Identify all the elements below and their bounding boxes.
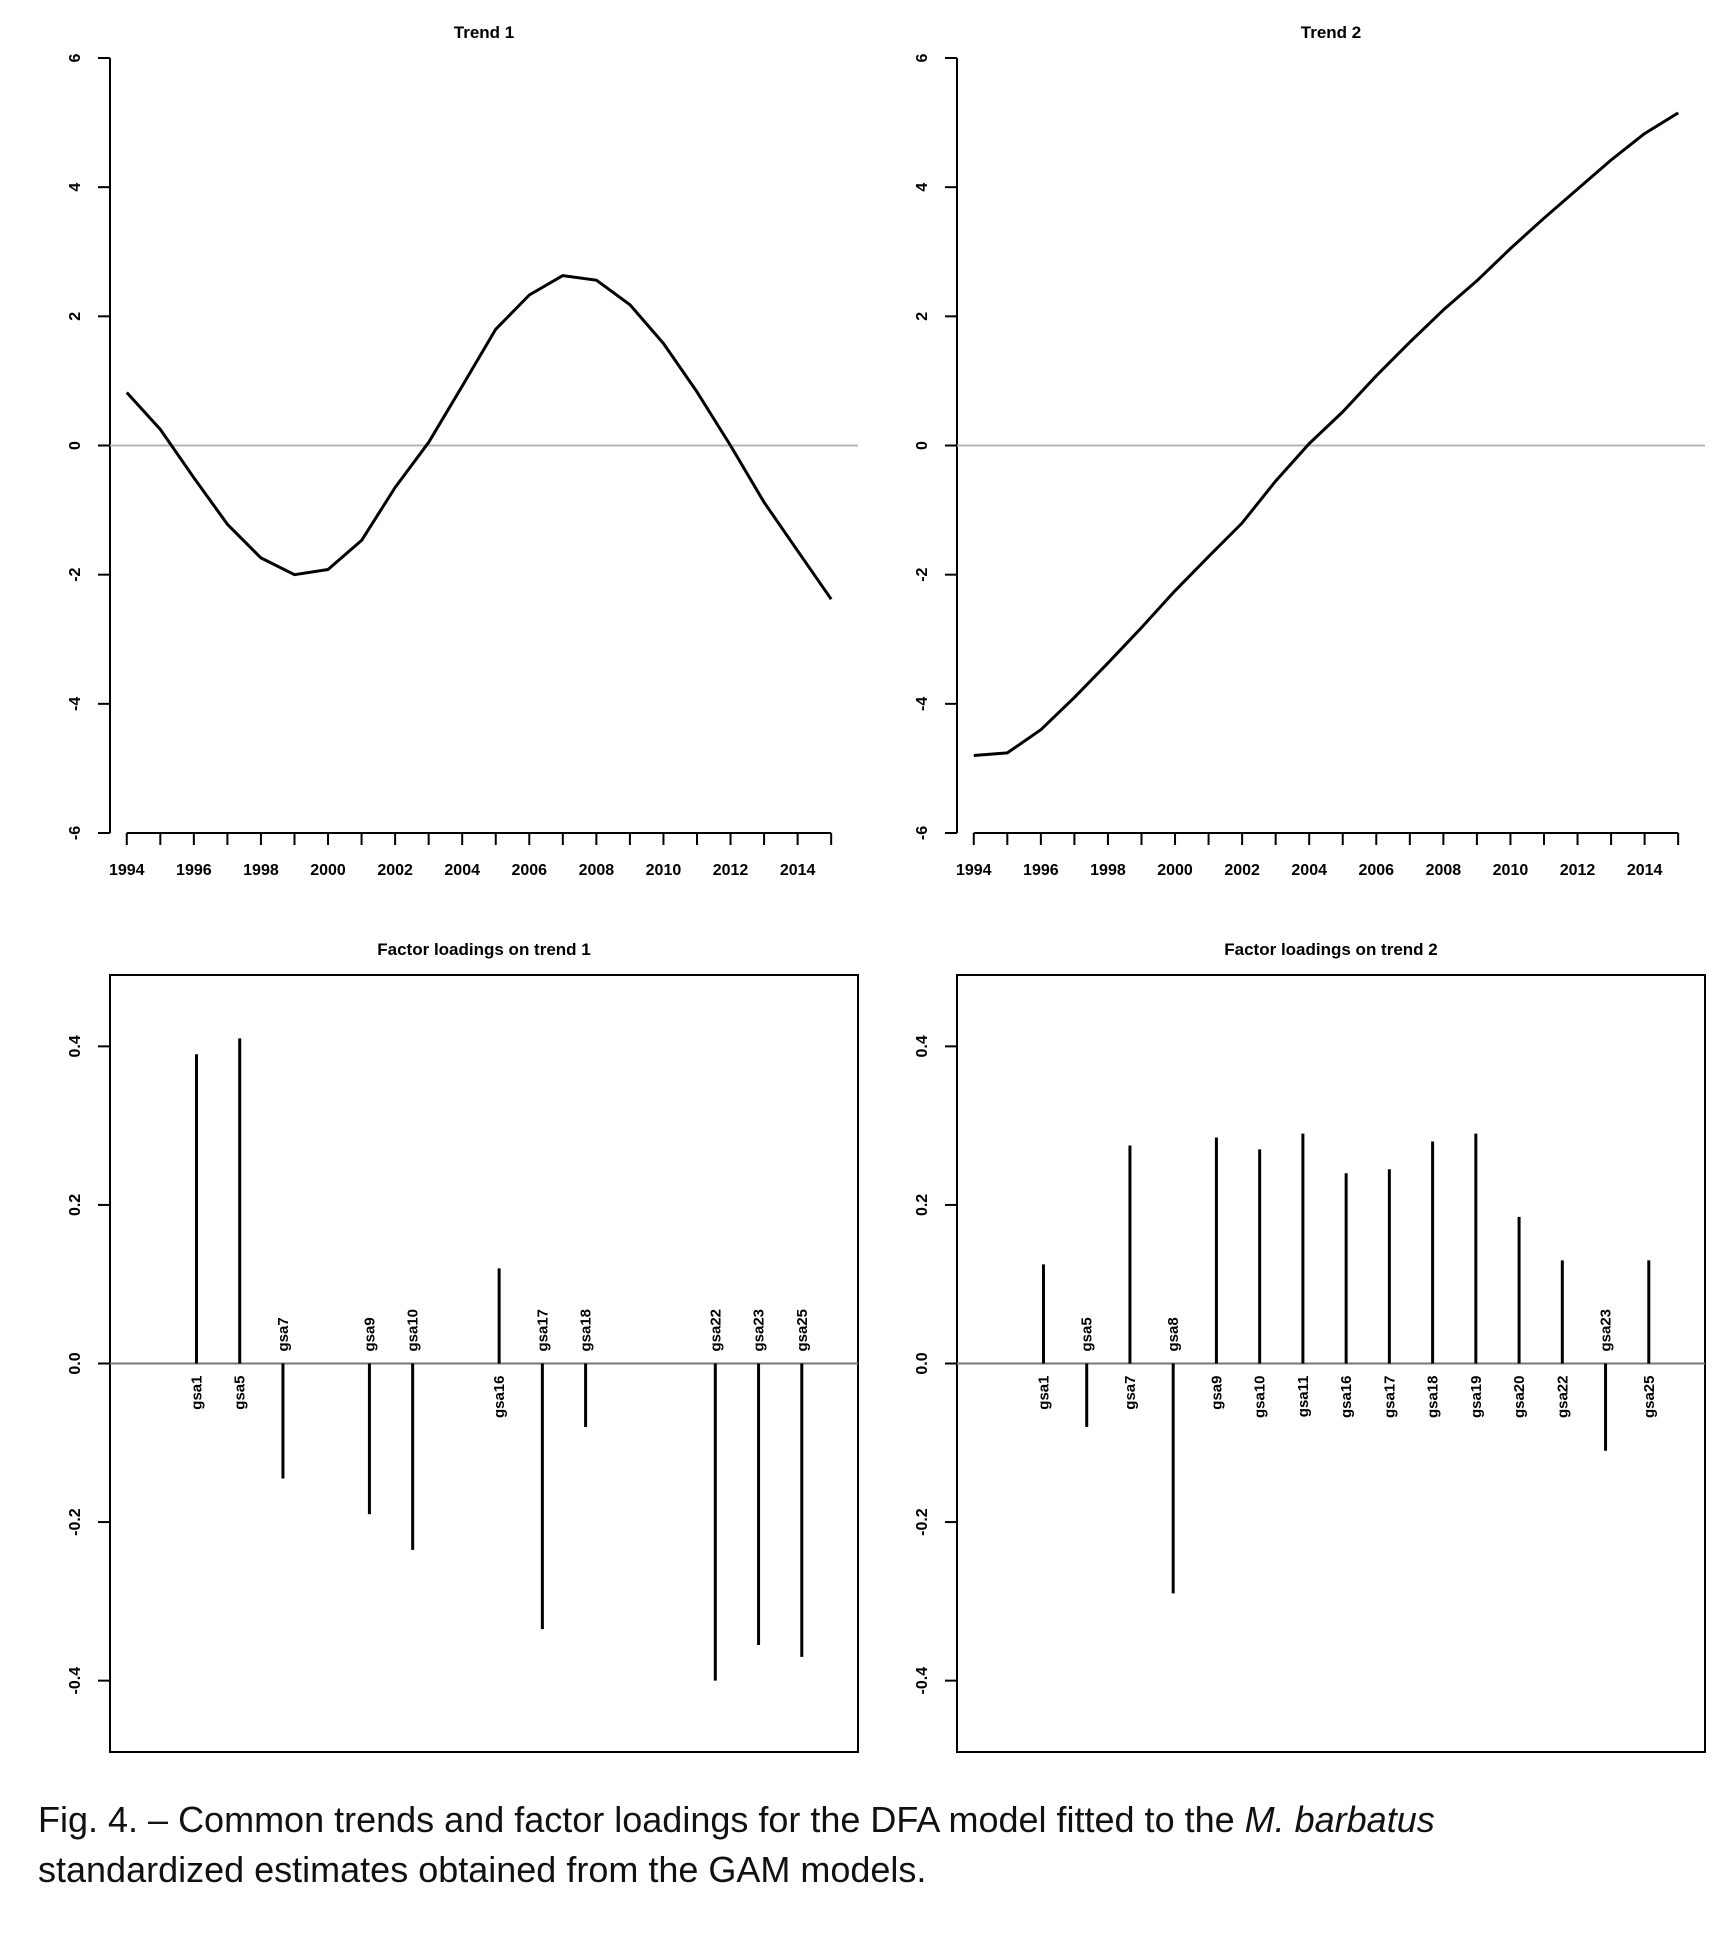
loading-label: gsa18 [577,1308,595,1352]
y-tick-label: -6 [67,825,84,841]
x-tick-label: 2012 [712,862,749,879]
loading-label: gsa17 [534,1308,552,1352]
loading-label: gsa20 [1511,1375,1529,1419]
x-tick-label: 2008 [1425,862,1462,879]
x-tick-label: 2004 [1291,862,1327,879]
loading-label: gsa1 [188,1375,206,1410]
trend-1-panel [67,23,858,879]
x-tick-label: 1994 [108,862,145,879]
y-tick-label: 0.0 [67,1352,84,1375]
loading-label: gsa9 [361,1317,379,1352]
y-tick-label: 6 [914,53,931,63]
x-tick-label: 1998 [243,862,279,879]
loading-label: gsa11 [1294,1375,1312,1418]
x-tick-label: 2006 [511,862,548,879]
loadings-trend-1-panel [67,940,858,1752]
y-tick-label: 0.4 [914,1035,931,1058]
y-tick-label: 0.2 [67,1193,84,1217]
loading-label: gsa23 [750,1308,768,1352]
x-tick-label: 2004 [444,862,480,879]
loading-label: gsa10 [404,1308,422,1352]
x-tick-label: 2010 [1492,862,1529,879]
y-tick-label: 4 [67,182,84,192]
loading-label: gsa1 [1035,1375,1053,1410]
caption-prefix: Fig. 4. – Common trends and factor loadings for the DFA model fitted to the [38,1799,1245,1840]
caption-species: M. barbatus [1244,1799,1435,1840]
loading-label: gsa25 [793,1308,811,1352]
chart-title: Factor loadings on trend 1 [377,940,591,959]
y-tick-label: 6 [67,53,84,63]
loading-label: gsa22 [1554,1375,1572,1419]
chart-title: Factor loadings on trend 2 [1224,940,1438,959]
loading-label: gsa19 [1467,1375,1485,1419]
loading-label: gsa22 [707,1308,725,1352]
y-tick-label: -2 [914,567,931,582]
trend-line [974,113,1678,756]
x-tick-label: 1998 [1090,862,1126,879]
loading-label: gsa7 [274,1317,292,1352]
caption-line2: standardized estimates obtained from the GAM models. [38,1849,927,1890]
y-tick-label: 2 [914,311,931,321]
y-tick-label: -0.4 [914,1666,931,1695]
x-tick-label: 2014 [1626,862,1663,879]
loading-label: gsa23 [1597,1308,1615,1352]
trend-line [127,276,831,600]
x-tick-label: 2014 [779,862,816,879]
loading-label: gsa18 [1424,1375,1442,1419]
y-tick-label: -0.4 [67,1666,84,1695]
x-tick-label: 2006 [1358,862,1395,879]
x-tick-label: 1994 [955,862,992,879]
y-tick-label: 0 [914,441,931,450]
x-tick-label: 2010 [645,862,682,879]
y-tick-label: -6 [914,825,931,841]
loading-label: gsa9 [1208,1375,1226,1410]
loading-label: gsa16 [491,1375,509,1419]
loading-label: gsa16 [1338,1375,1356,1419]
y-tick-label: 2 [67,311,84,321]
loadings-trend-2-panel [914,940,1705,1752]
x-tick-label: 2012 [1559,862,1596,879]
loading-label: gsa8 [1165,1317,1183,1352]
y-tick-label: 4 [914,182,931,192]
chart-title: Trend 1 [453,23,515,42]
x-tick-label: 2002 [1224,862,1260,879]
loading-label: gsa5 [1078,1317,1096,1352]
y-tick-label: -4 [914,696,931,711]
loading-label: gsa5 [231,1375,249,1410]
y-tick-label: -4 [67,696,84,711]
loading-label: gsa7 [1121,1375,1139,1410]
loading-label: gsa25 [1640,1375,1658,1419]
y-tick-label: -0.2 [914,1508,931,1536]
y-tick-label: -2 [67,567,84,582]
x-tick-label: 2000 [310,862,346,879]
x-tick-label: 1996 [176,862,212,879]
chart-title: Trend 2 [1300,23,1362,42]
x-tick-label: 2008 [578,862,615,879]
y-tick-label: 0 [67,441,84,450]
x-tick-label: 2002 [377,862,413,879]
x-tick-label: 1996 [1023,862,1059,879]
y-tick-label: 0.2 [914,1193,931,1217]
y-tick-label: 0.0 [914,1352,931,1375]
x-tick-label: 2000 [1157,862,1193,879]
loading-label: gsa10 [1251,1375,1269,1419]
loading-label: gsa17 [1381,1375,1399,1419]
y-tick-label: 0.4 [67,1035,84,1058]
figure-caption [38,1795,1698,1895]
y-tick-label: -0.2 [67,1508,84,1536]
trend-2-panel [914,23,1705,879]
